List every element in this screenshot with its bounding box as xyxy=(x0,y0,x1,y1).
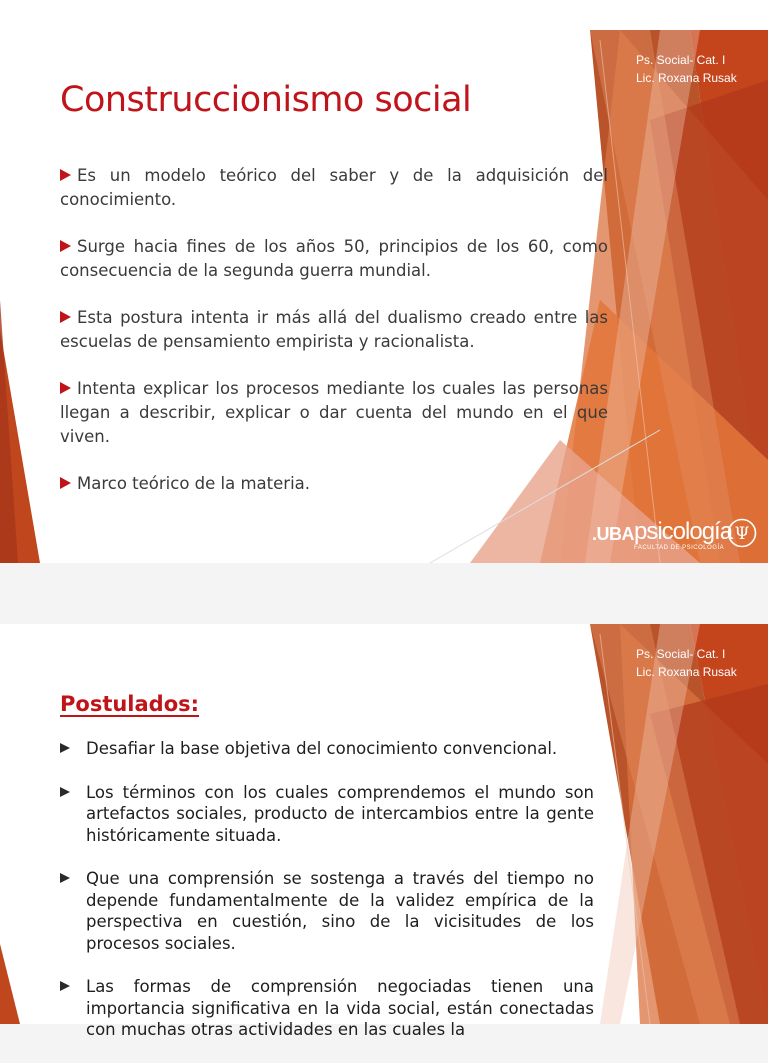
triangle-bullet-icon xyxy=(60,477,71,489)
triangle-bullet-icon xyxy=(60,169,71,181)
bullet-text: Esta postura intenta ir más allá del dualismo creado entre las escuelas de pensamiento empirista y racionalista. xyxy=(60,308,608,351)
triangle-bullet-icon xyxy=(60,787,70,797)
psi-seal-icon xyxy=(727,518,757,548)
bullet-text: Desafiar la base objetiva del conocimiento convencional. xyxy=(86,739,558,758)
lecturer-name: Lic. Roxana Rusak xyxy=(636,665,737,679)
bullet-text: Marco teórico de la materia. xyxy=(77,474,311,493)
seal-symbol: Ψ xyxy=(734,524,750,544)
list-item xyxy=(60,782,594,847)
logo-uba-text: .UBA xyxy=(592,524,634,544)
bullet-text: Surge hacia fines de los años 50, principios de los 60, como consecuencia de la segunda guerra mundial. xyxy=(60,237,608,280)
bullet-item xyxy=(60,164,608,212)
slide-title: Postulados: xyxy=(60,692,200,716)
logo-psicologia-text: psicología xyxy=(634,518,733,545)
bullet-text: Los términos con los cuales comprendemos el mundo son artefactos sociales, producto de intercambios entre la gente históricamente situada. xyxy=(86,782,594,845)
triangle-bullet-icon xyxy=(60,743,70,753)
lecturer-name: Lic. Roxana Rusak xyxy=(636,71,737,85)
list-item xyxy=(60,738,594,760)
bullet-item xyxy=(60,306,608,354)
slide-title: Construccionismo social xyxy=(60,80,472,120)
bullet-item xyxy=(60,235,608,283)
uba-psicologia-logo xyxy=(592,514,768,556)
bullet-item xyxy=(60,377,608,449)
course-note xyxy=(636,645,737,681)
triangle-bullet-icon xyxy=(60,981,70,991)
list-item xyxy=(60,868,594,954)
triangle-bullet-icon xyxy=(60,382,71,394)
triangle-bullet-icon xyxy=(60,873,70,883)
bullet-text: Intenta explicar los procesos mediante los cuales las personas llegan a describir, explicar o dar cuenta del mundo en el que viven. xyxy=(60,379,608,446)
bullet-text: Es un modelo teórico del saber y de la adquisición del conocimiento. xyxy=(60,166,608,209)
list-item xyxy=(60,976,594,1041)
bullet-text: Que una comprensión se sostenga a través del tiempo no depende fundamentalmente de la validez empírica de la perspectiva en cuestión, sino de la vicisitudes de los procesos sociales. xyxy=(86,869,594,953)
triangle-bullet-icon xyxy=(60,311,71,323)
course-name: Ps. Social- Cat. I xyxy=(636,647,726,661)
postulates-list xyxy=(60,738,594,1063)
logo-faculty-text: FACULTAD DE PSICOLOGÍA xyxy=(634,545,725,551)
course-name: Ps. Social- Cat. I xyxy=(636,53,726,67)
slide-2 xyxy=(0,624,768,1039)
slide-body xyxy=(60,164,608,519)
bullet-item xyxy=(60,472,608,496)
bullet-text: Las formas de comprensión negociadas tienen una importancia significativa en la vida social, están conectadas con muchas otras actividades en las cuales la xyxy=(86,977,594,1039)
triangle-bullet-icon xyxy=(60,240,71,252)
course-note xyxy=(636,51,737,87)
